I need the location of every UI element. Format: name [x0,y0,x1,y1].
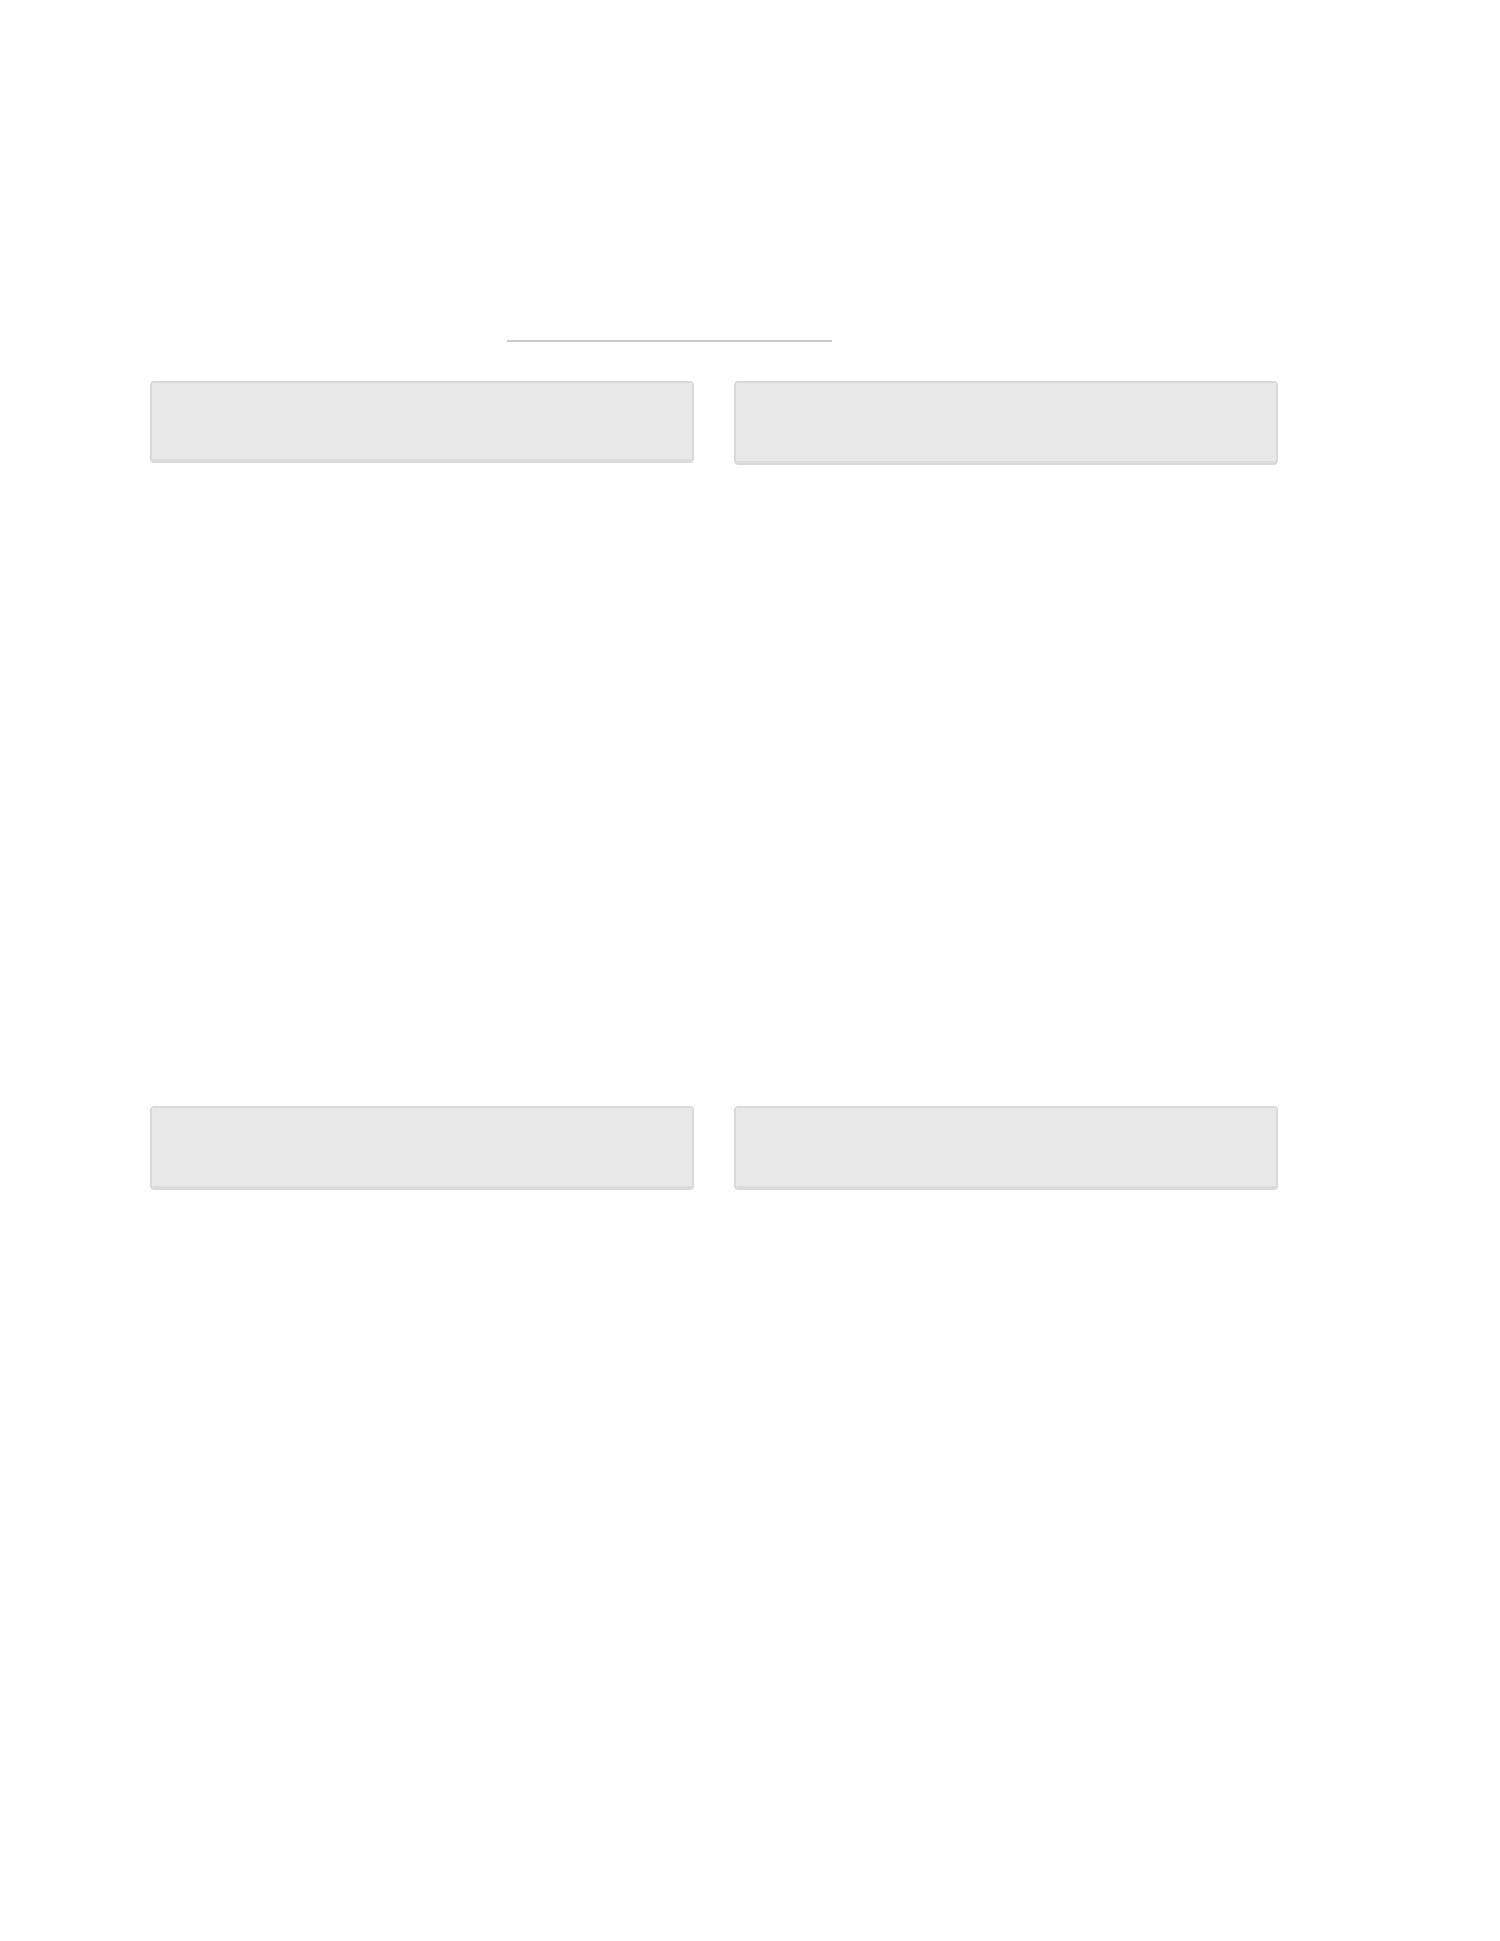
panel-fertilizers [150,1106,694,1190]
panel-header [152,1108,692,1188]
season-field [495,306,832,346]
panel-header [736,383,1276,463]
panel-header [736,1108,1276,1188]
panel-garden-beds [150,381,694,463]
leaf-vine-icon [330,1840,1110,1940]
season-input-line[interactable] [507,340,832,342]
panel-planting-harvesting [734,1106,1278,1190]
panel-header [152,383,692,461]
panel-maintenance [734,381,1278,465]
eucalyptus-garland-icon [0,0,1500,160]
